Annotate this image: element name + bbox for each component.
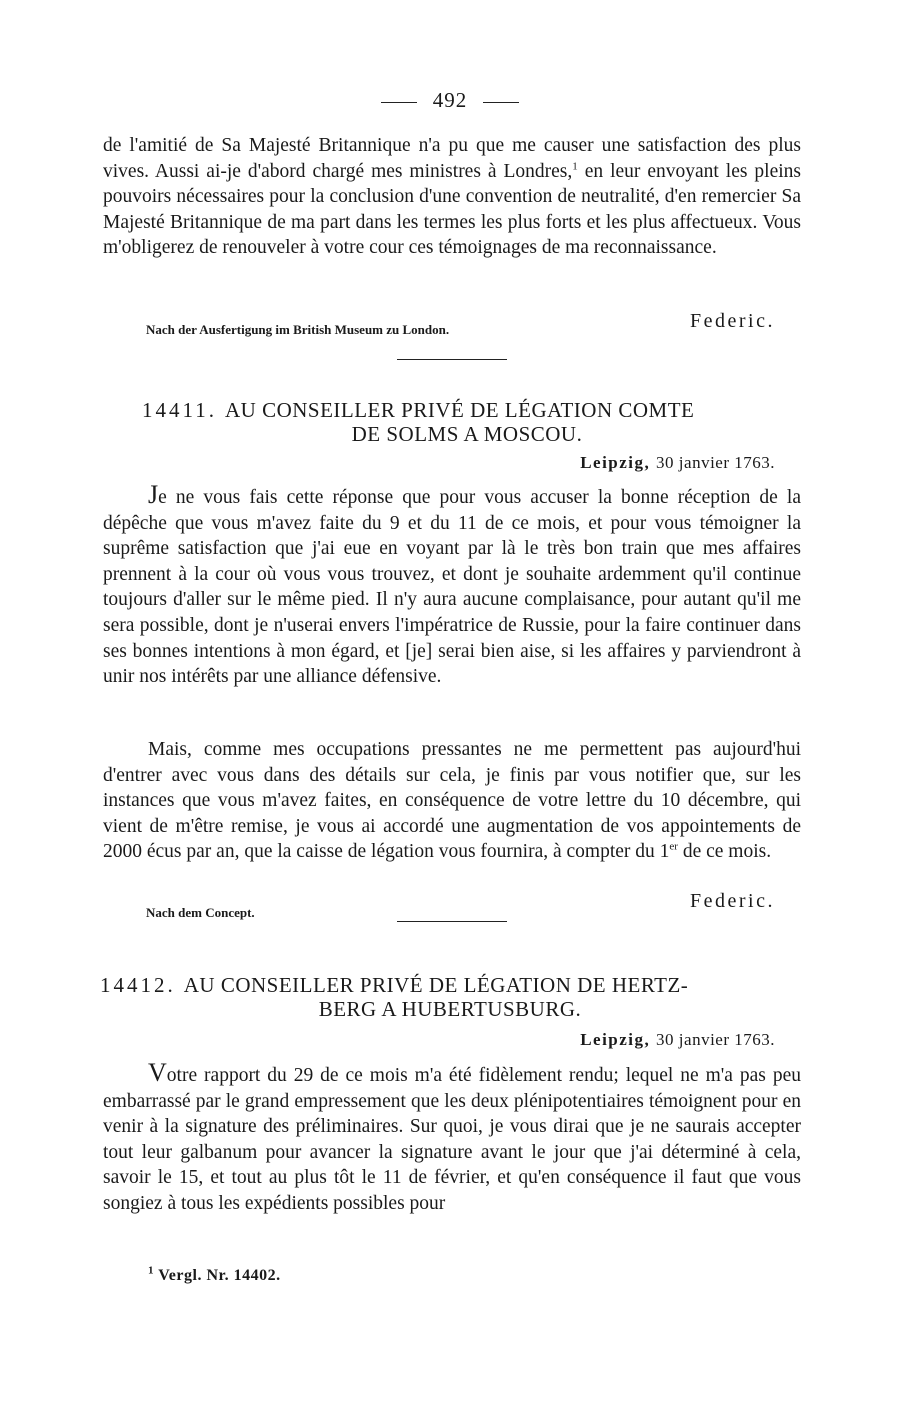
header-dash-left bbox=[381, 102, 417, 103]
header-dash-right bbox=[483, 102, 519, 103]
letter-title-line2: BERG A HUBERTUSBURG. bbox=[318, 997, 582, 1021]
source-note: Nach der Ausfertigung im British Museum zu London. bbox=[146, 322, 450, 337]
intro-text-b: en leur envoyant les pleins pouvoirs nécessaires pour la conclusion d'une convention de neutralité, d'en remercier Sa Majesté Britannique de ma part dans les termes les plus forts et les plus affectueux. Vous m'obligerez de renouveler à votre cour ces témoignages de ma reconnaissance. bbox=[103, 160, 801, 259]
dateline-date: 30 janvier 1763. bbox=[656, 453, 775, 472]
letter-heading bbox=[142, 398, 792, 446]
intro-paragraph bbox=[103, 133, 801, 261]
letter-title-line2: DE SOLMS A MOSCOU. bbox=[351, 422, 583, 446]
intro-text-a: de l'amitié de Sa Majesté Britannique n'a pu que me causer une satisfaction des plus vives. Aussi ai-je d'abord chargé mes ministres à Londres, bbox=[103, 135, 801, 182]
dateline-place: Leipzig, bbox=[580, 1030, 651, 1049]
letter-paragraph: Votre rapport du 29 de ce mois m'a été fidèlement rendu; lequel ne m'a pas peu embarrassé par le grand empressement que les deux plénipotentiaires témoignent pour en venir à la signature des préliminaires. Sur quoi, je vous dirai que je ne saurais accepter tout leur galbanum pour avancer la signature avant le jour que j'ai déterminé à cela, savoir le 15, et tout au plus tôt le 11 de février, et qu'en conséquence il faut que vous songiez à tous les expédients possibles pour bbox=[103, 1058, 801, 1214]
footnote-text: Vergl. Nr. 14402. bbox=[158, 1267, 281, 1284]
signature: Federic. bbox=[690, 890, 775, 912]
footnote-marker: 1 bbox=[148, 1264, 154, 1277]
letter-paragraph: Je ne vous fais cette réponse que pour vous accuser la bonne réception de la dépêche que vous m'avez faite du 9 et du 11 de ce mois, et pour vous témoigner la suprême satisfaction que j'ai eue en voyant par là le très bon train que mes affaires prennent à la cour où vous vous trouvez, et dont je souhaite ardemment qu'il continue toujours d'aller sur le même pied. Il n'y aura aucune complaisance, pour autant qu'il me sera possible, dont je n'userai envers l'impératrice de Russie, pour la faire continuer dans ses bonnes intentions à mon égard, et [je] serai bien aise, si les affaires y parviendront à unir nos intérêts par une alliance défensive. bbox=[103, 480, 801, 688]
footnote bbox=[148, 1264, 281, 1285]
letter-number: 14411. bbox=[142, 398, 217, 422]
page-header bbox=[0, 88, 900, 113]
signature: Federic. bbox=[690, 310, 775, 332]
source-note: Nach dem Concept. bbox=[146, 905, 255, 920]
dateline-place: Leipzig, bbox=[580, 453, 651, 472]
letter-paragraph-text-a: Mais, comme mes occupations pressantes ne me permettent pas aujourd'hui d'entrer avec vous dans des détails sur cela, je finis par vous notifier que, sur les instances que vous m'avez faites, en conséquence de votre lettre du 10 décembre, qui vient de m'être remise, je vous ai accordé une augmentation de vos appointements de 2000 écus par an, que la caisse de légation vous fournira, à compter du 1 bbox=[103, 739, 801, 863]
letter-title-line1: AU CONSEILLER PRIVÉ DE LÉGATION COMTE bbox=[224, 398, 695, 422]
section-divider bbox=[397, 359, 507, 360]
letter-paragraph-text-b: de ce mois. bbox=[677, 841, 772, 863]
letter-paragraph bbox=[103, 737, 801, 865]
dateline bbox=[580, 453, 775, 473]
letter-heading bbox=[100, 973, 800, 1021]
letter-title-line1: AU CONSEILLER PRIVÉ DE LÉGATION DE HERTZ- bbox=[183, 973, 689, 997]
dateline bbox=[580, 1030, 775, 1050]
superscript: er bbox=[669, 840, 678, 853]
letter-number: 14412. bbox=[100, 973, 176, 997]
dateline-date: 30 janvier 1763. bbox=[656, 1030, 775, 1049]
page-number: 492 bbox=[432, 88, 468, 112]
section-divider bbox=[397, 921, 507, 922]
footnote-ref: 1 bbox=[572, 160, 578, 173]
